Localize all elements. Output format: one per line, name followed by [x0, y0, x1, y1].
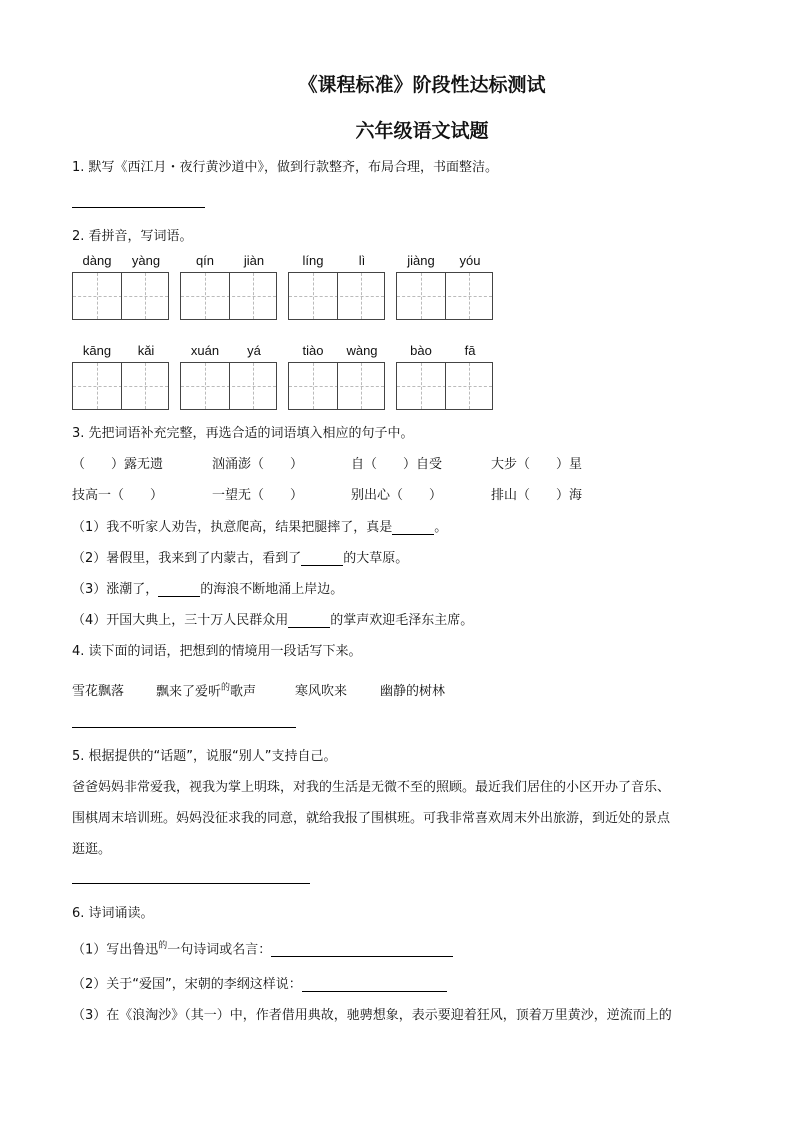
- sentence-text: 的海浪不断地涌上岸边。: [200, 582, 344, 597]
- pinyin-label: kǎi: [137, 343, 155, 358]
- word-item: 寒风吹来: [295, 684, 348, 699]
- question-5: 5. 根据提供的“话题”，说服“别人”支持自己。: [72, 749, 337, 764]
- idiom-item: 技高一（ ）: [72, 488, 164, 503]
- question-6: 6. 诗词诵读。: [72, 906, 154, 921]
- sentence-text: 的掌声欢迎毛泽东主席。: [330, 613, 474, 628]
- word-text: 飘来了爱听: [156, 684, 222, 700]
- sentence-text: 。: [434, 520, 448, 535]
- question-2: 2. 看拼音，写词语。: [72, 229, 193, 244]
- pinyin-label: dàng: [82, 253, 112, 268]
- pinyin-label: fā: [464, 343, 476, 358]
- writing-grid[interactable]: [396, 272, 493, 320]
- answer-blank[interactable]: [158, 596, 200, 597]
- page-subtitle: 六年级语文试题: [355, 120, 489, 142]
- pinyin-label: lì: [358, 253, 366, 268]
- word-item: [156, 680, 256, 699]
- answer-line-q4[interactable]: [72, 727, 296, 728]
- idiom-item: 别出心（ ）: [351, 488, 443, 503]
- writing-grid[interactable]: [180, 362, 277, 410]
- idiom-item: 排山（ ）海: [491, 488, 583, 503]
- pinyin-label: xuán: [190, 343, 220, 358]
- item-text: （2）关于“爱国”，宋朝的李纲这样说：: [72, 977, 302, 992]
- pinyin-label: qín: [195, 253, 215, 268]
- idiom-item: 汹涌澎（ ）: [212, 457, 304, 472]
- writing-grid[interactable]: [288, 362, 385, 410]
- poem-item-2: [72, 973, 447, 992]
- answer-line-q5[interactable]: [72, 883, 310, 884]
- item-text: （1）写出鲁迅: [72, 942, 159, 958]
- item-text: 的: [158, 941, 168, 951]
- poem-item-3: （3）在《浪淘沙》（其一）中，作者借用典故，驰骋想象，表示要迎着狂风，顶着万里黄沙，逆流而上的: [72, 1008, 672, 1023]
- question-3: 3. 先把词语补充完整，再选合适的词语填入相应的句子中。: [72, 426, 414, 441]
- poem-item-1: [72, 938, 453, 957]
- answer-blank[interactable]: [302, 991, 447, 992]
- pinyin-label: yá: [247, 343, 261, 358]
- answer-blank[interactable]: [271, 956, 453, 957]
- sentence-1: [72, 516, 447, 535]
- writing-grid[interactable]: [72, 272, 169, 320]
- word-text: 的: [221, 683, 231, 693]
- word-item: 雪花飘落: [72, 684, 125, 699]
- writing-grid[interactable]: [396, 362, 493, 410]
- question-1: 1. 默写《西江月・夜行黄沙道中》，做到行款整齐，布局合理，书面整洁。: [72, 160, 499, 175]
- pinyin-label: kāng: [82, 343, 112, 358]
- pinyin-label: líng: [302, 253, 324, 268]
- idiom-item: 自（ ）自受: [351, 457, 443, 472]
- pinyin-label: bào: [410, 343, 432, 358]
- sentence-text: 的大草原。: [343, 551, 409, 566]
- pinyin-label: jiàng: [407, 253, 435, 268]
- sentence-3: [72, 578, 343, 597]
- page-title: 《课程标准》阶段性达标测试: [298, 74, 546, 96]
- pinyin-label: jiàn: [243, 253, 265, 268]
- answer-blank[interactable]: [392, 534, 434, 535]
- idiom-item: 一望无（ ）: [212, 488, 304, 503]
- writing-grid[interactable]: [288, 272, 385, 320]
- question-4: 4. 读下面的词语，把想到的情境用一段话写下来。: [72, 644, 362, 659]
- word-text: 歌声: [230, 684, 257, 700]
- pinyin-label: wàng: [346, 343, 378, 358]
- idiom-item: 大步（ ）星: [491, 457, 583, 472]
- writing-grid[interactable]: [72, 362, 169, 410]
- sentence-text: （2）暑假里，我来到了内蒙古，看到了: [72, 551, 302, 566]
- sentence-2: [72, 547, 408, 566]
- pinyin-label: tiào: [302, 343, 324, 358]
- sentence-text: （1）我不听家人劝告，执意爬高，结果把腿摔了，真是: [72, 520, 393, 535]
- word-item: 幽静的树林: [380, 684, 446, 699]
- pinyin-label: yàng: [131, 253, 161, 268]
- idiom-item: （ ）露无遗: [72, 457, 164, 472]
- paragraph-line: 逛逛。: [72, 842, 112, 857]
- answer-blank[interactable]: [288, 627, 330, 628]
- item-text: 一句诗词或名言：: [167, 942, 272, 958]
- sentence-text: （4）开国大典上，三十万人民群众用: [72, 613, 289, 628]
- paragraph-line: 爸爸妈妈非常爱我，视我为掌上明珠，对我的生活是无微不至的照顾。最近我们居住的小区开办了音乐、: [72, 780, 671, 795]
- pinyin-label: yóu: [459, 253, 481, 268]
- sentence-4: [72, 609, 473, 628]
- sentence-text: （3）涨潮了，: [72, 582, 159, 597]
- paragraph-line: 围棋周末培训班。妈妈没征求我的同意，就给我报了围棋班。可我非常喜欢周末外出旅游，到近处的景点: [72, 811, 671, 826]
- writing-grid[interactable]: [180, 272, 277, 320]
- answer-blank[interactable]: [301, 565, 343, 566]
- answer-line-q1[interactable]: [72, 207, 205, 208]
